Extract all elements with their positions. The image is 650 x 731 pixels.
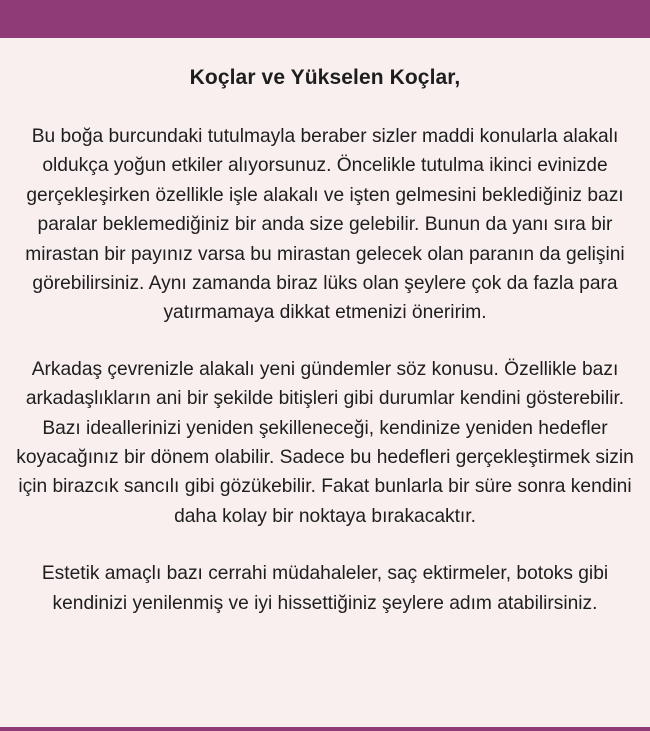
article-paragraph-3: Estetik amaçlı bazı cerrahi müdahaleler, saç ektirmeler, botoks gibi kendinizi yenilenmiş ve iyi hissettiğiniz şeylere adım atabilirsiniz. — [41, 563, 609, 614]
top-color-band — [0, 0, 650, 38]
bottom-color-band — [0, 727, 650, 731]
article-paragraph-2: Arkadaş çevrenizle alakalı yeni gündemler söz konusu. Özellikle bazı arkadaşlıkların ani bir şekilde bitişleri gibi durumlar kendini gösterebilir. Bazı ideallerinizi yeniden şekilleneceği, kendinize yeniden hedefler koyacağınız bir dönem olabilir. Sadece bu hedefleri gerçekleştirmek sizin için birazcık sancılı gibi gözükebilir. Fakat bunlarla bir süre sonra kendini daha kolay bir noktaya bırakacaktır. — [16, 358, 634, 527]
article-content — [0, 38, 650, 618]
article-paragraph-1: Bu boğa burcundaki tutulmayla beraber sizler maddi konularla alakalı oldukça yoğun etkiler alıyorsunuz. Öncelikle tutulma ikinci evinizde gerçekleşirken özellikle işle alakalı ve işten gelmesini beklediğiniz bazı paralar beklemediğiniz bir anda size gelebilir. Bunun da yanı sıra bir mirastan bir payınız varsa bu mirastan gelecek olan paranın da gelişini görebilirsiniz. Aynı zamanda biraz lüks olan şeylere çok da fazla para yatırmamaya dikkat etmenizi öneririm. — [25, 126, 625, 324]
article-title: Koçlar ve Yükselen Koçlar, — [189, 66, 461, 89]
